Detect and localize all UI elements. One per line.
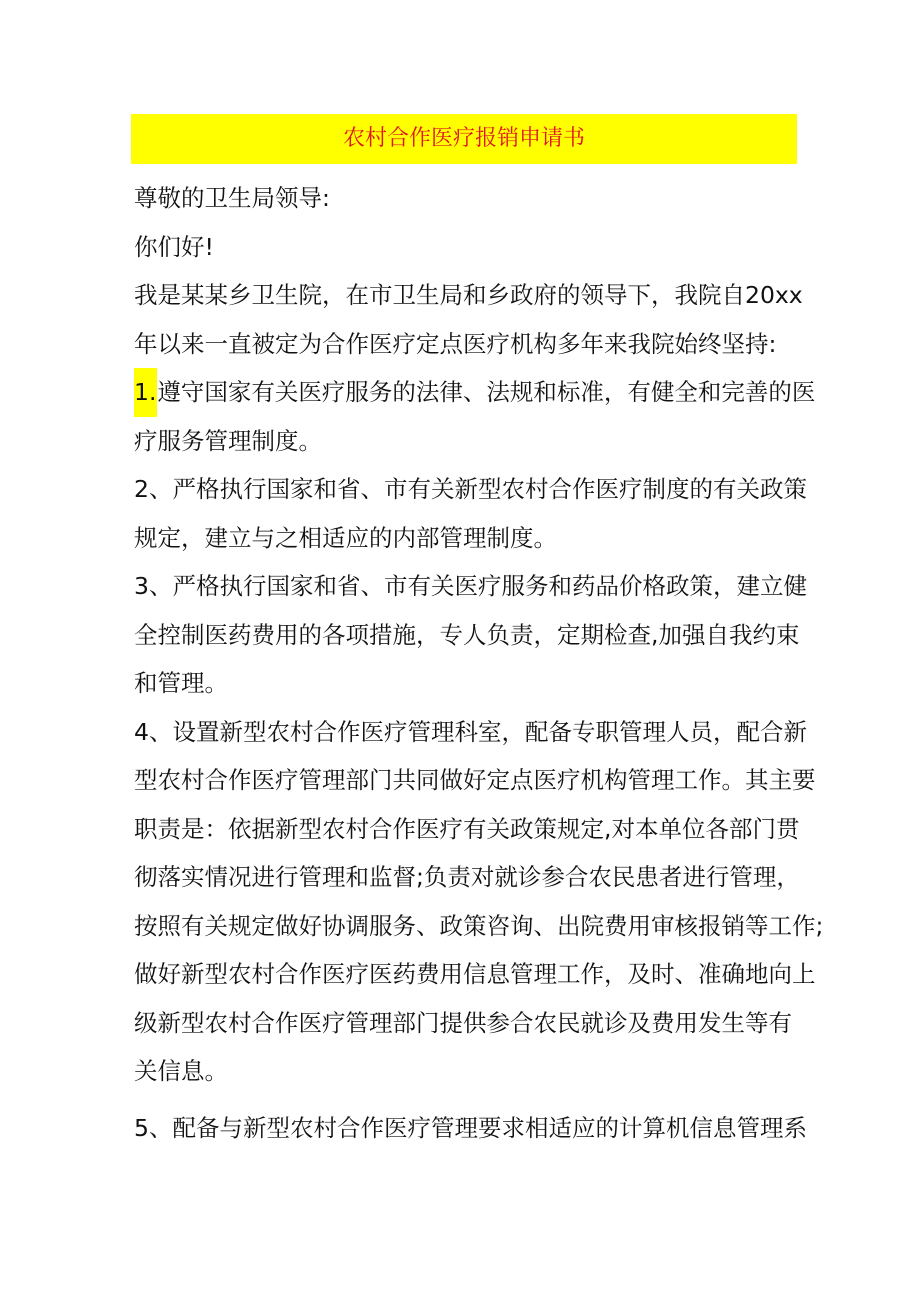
- intro-line: 年以来一直被定为合作医疗定点医疗机构多年来我院始终坚持:: [134, 329, 777, 358]
- item3-line: 3、严格执行国家和省、市有关医疗服务和药品价格政策，建立健: [134, 572, 807, 600]
- document-body: [134, 174, 824, 1152]
- item4-line: 关信息。: [134, 1057, 228, 1085]
- item1-number-highlight: 1.: [134, 368, 157, 417]
- intro-line: 我是某某乡卫生院，在市卫生局和乡政府的领导下，我院自20xx: [134, 281, 803, 309]
- item4-line: 按照有关规定做好协调服务、政策咨询、出院费用审核报销等工作;: [134, 911, 824, 940]
- item3-line: 全控制医药费用的各项措施，专人负责，定期检查,加强自我约束: [134, 620, 800, 649]
- item5-line: 5、配备与新型农村合作医疗管理要求相适应的计算机信息管理系: [134, 1113, 807, 1142]
- item4-line: 职责是：依据新型农村合作医疗有关政策规定,对本单位各部门贯: [134, 814, 800, 843]
- item4-line: 4、设置新型农村合作医疗管理科室，配备专职管理人员，配合新: [134, 717, 807, 746]
- item3-line: 和管理。: [134, 669, 228, 697]
- item1-line: [134, 368, 816, 417]
- item2-line: 规定，建立与之相适应的内部管理制度。: [134, 523, 557, 552]
- hello-line: 你们好!: [134, 232, 214, 261]
- document-title: 农村合作医疗报销申请书: [342, 126, 585, 151]
- item4-line: 级新型农村合作医疗管理部门提供参合农民就诊及费用发生等有: [134, 1008, 792, 1037]
- title-highlight-bar: [131, 114, 797, 164]
- item1-line: 疗服务管理制度。: [134, 426, 322, 455]
- item2-line: 2、严格执行国家和省、市有关新型农村合作医疗制度的有关政策: [134, 475, 807, 503]
- item1-text: 遵守国家有关医疗服务的法律、法规和标准，有健全和完善的医: [157, 378, 816, 406]
- item4-line: 做好新型农村合作医疗医药费用信息管理工作，及时、准确地向上: [134, 960, 816, 988]
- item4-line: 彻落实情况进行管理和监督;负责对就诊参合农民患者进行管理，: [134, 863, 800, 891]
- item4-line: 型农村合作医疗管理部门共同做好定点医疗机构管理工作。其主要: [134, 766, 816, 794]
- greeting-line: 尊敬的卫生局领导:: [134, 184, 330, 212]
- paragraph-spacer: [134, 1096, 798, 1104]
